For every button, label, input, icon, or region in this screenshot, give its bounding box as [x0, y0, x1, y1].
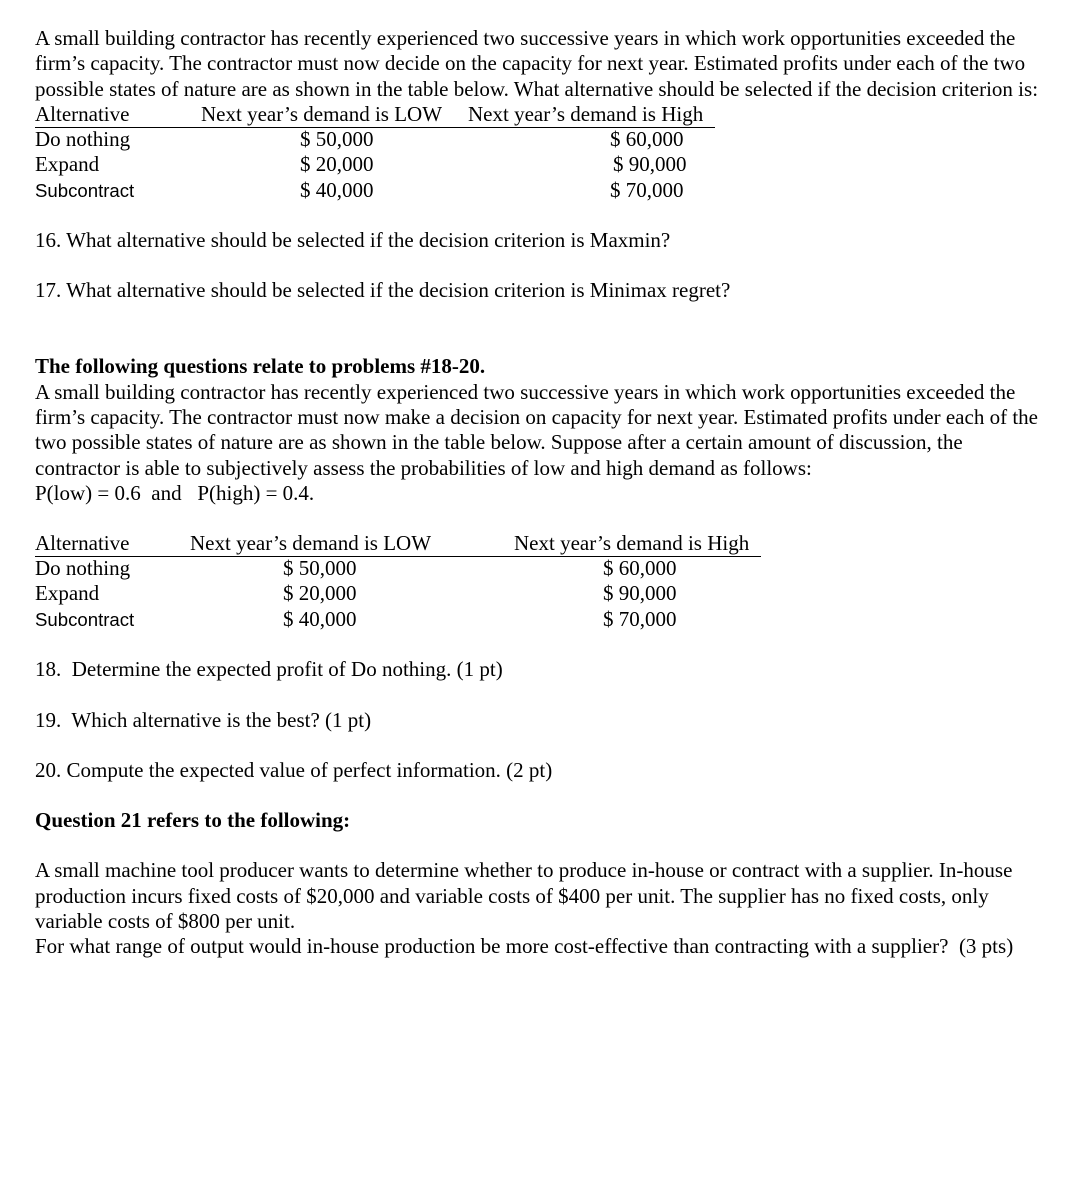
row-alternative: Subcontract [35, 179, 135, 201]
header-alternative: Alternative [35, 101, 130, 126]
section3-paragraph-2: For what range of output would in-house production be more cost-effective than contracting with a supplier? (3 pts) [35, 934, 1014, 959]
header-high: Next year’s demand is High [468, 101, 704, 126]
document-page [35, 26, 1045, 960]
question-20: 20. Compute the expected value of perfect information. (2 pt) [35, 757, 553, 782]
table-row [35, 152, 735, 177]
section2-paragraph: A small building contractor has recently experienced two successive years in which work opportunities exceeded the firm’s capacity. The contractor must now make a decision on capacity for next year. Estimated profits under each of the two possible states of nature are as shown in the table below. Suppose after a certain amount of discussion, the contractor is able to subjectively assess the probabilities of low and high demand as follows: [35, 379, 1038, 480]
row-alternative: Expand [35, 581, 100, 606]
row-high-value: $ 70,000 [603, 607, 677, 632]
table-row [35, 607, 761, 632]
question-19: 19. Which alternative is the best? (1 pt) [35, 707, 372, 732]
row-low-value: $ 20,000 [283, 581, 357, 606]
row-low-value: $ 20,000 [300, 151, 374, 176]
header-high: Next year’s demand is High [514, 531, 750, 556]
row-alternative: Expand [35, 151, 100, 176]
table-row [35, 581, 761, 606]
probabilities: P(low) = 0.6 and P(high) = 0.4. [35, 480, 315, 505]
question-16: 16. What alternative should be selected if the decision criterion is Maxmin? [35, 227, 671, 252]
table-row [35, 178, 735, 203]
table-row [35, 556, 761, 581]
table-header [35, 102, 715, 128]
row-alternative: Do nothing [35, 126, 131, 151]
table-row [35, 127, 735, 152]
header-alternative: Alternative [35, 531, 130, 556]
payoff-table-2 [35, 531, 1045, 632]
question-17: 17. What alternative should be selected if the decision criterion is Minimax regret? [35, 278, 731, 303]
section3-heading: Question 21 refers to the following: [35, 808, 351, 833]
header-low: Next year’s demand is LOW [190, 531, 432, 556]
row-high-value: $ 90,000 [613, 151, 687, 176]
row-high-value: $ 60,000 [610, 126, 684, 151]
row-low-value: $ 50,000 [283, 556, 357, 581]
question-18: 18. Determine the expected profit of Do nothing. (1 pt) [35, 657, 503, 682]
table-header [35, 531, 761, 557]
section3-paragraph-1: A small machine tool producer wants to determine whether to produce in-house or contract with a supplier. In-house production incurs fixed costs of $20,000 and variable costs of $400 per unit. The supplier has no fixed costs, only variable costs of $800 per unit. [35, 858, 1013, 934]
row-low-value: $ 40,000 [300, 177, 374, 202]
row-alternative: Subcontract [35, 609, 135, 631]
row-low-value: $ 40,000 [283, 607, 357, 632]
header-low: Next year’s demand is LOW [201, 101, 443, 126]
row-high-value: $ 90,000 [603, 581, 677, 606]
intro-paragraph: A small building contractor has recently experienced two successive years in which work opportunities exceeded the firm’s capacity. The contractor must now decide on the capacity for next year. Estimated profits under each of the two possible states of nature are as shown in the table below. What alternative should be selected if the decision criterion is: [35, 26, 1039, 101]
row-high-value: $ 70,000 [610, 177, 684, 202]
payoff-table-1 [35, 102, 1045, 203]
row-alternative: Do nothing [35, 556, 131, 581]
section2-heading: The following questions relate to problems #18-20. [35, 354, 486, 379]
row-low-value: $ 50,000 [300, 126, 374, 151]
row-high-value: $ 60,000 [603, 556, 677, 581]
